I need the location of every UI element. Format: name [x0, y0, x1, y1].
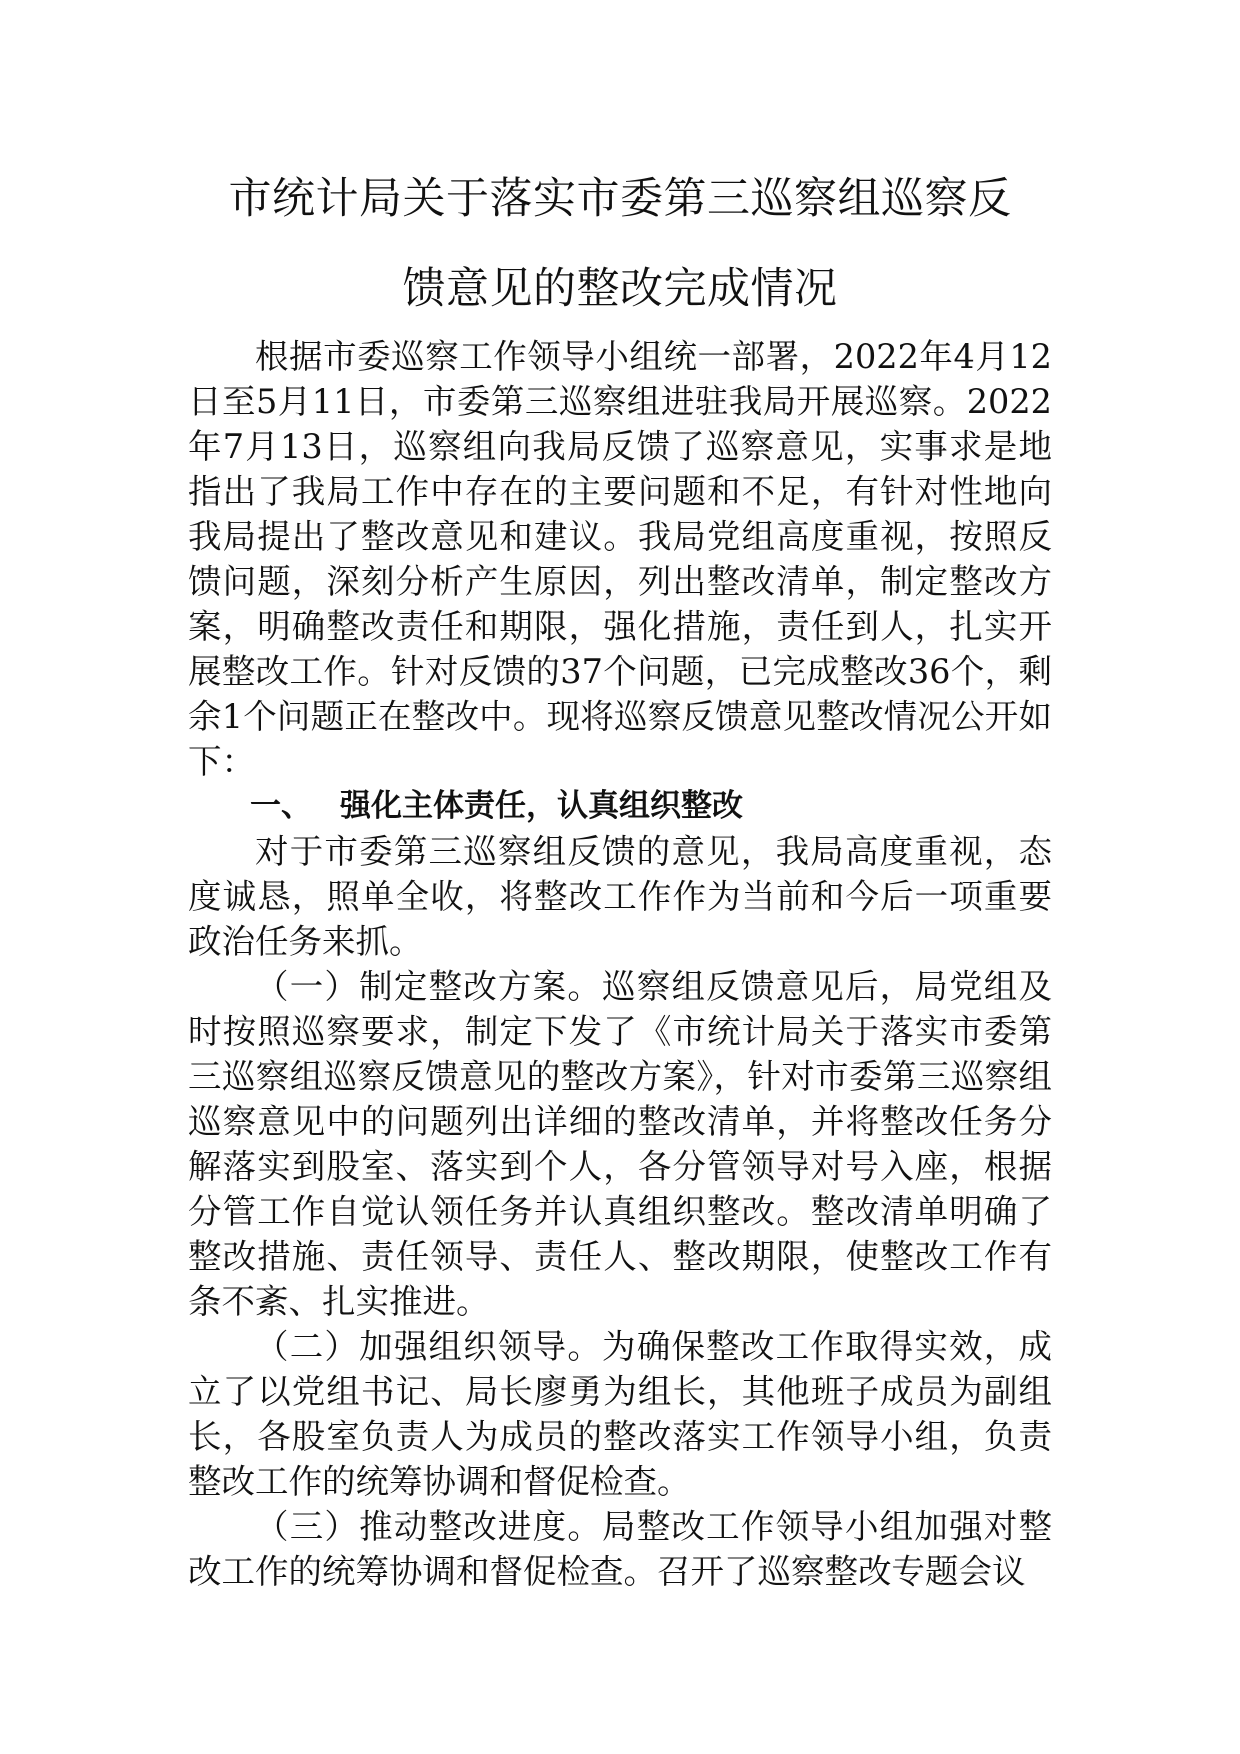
section-intro-paragraph: 对于市委第三巡察组反馈的意见，我局高度重视，态度诚恳，照单全收，将整改工作作为当前和今后一项重要政治任务来抓。 [188, 832, 1052, 961]
section-heading-1 [188, 784, 1052, 829]
document-title-line-1: 市统计局关于落实市委第三巡察组巡察反 [228, 174, 1012, 224]
section-title: 强化主体责任，认真组织整改 [340, 788, 743, 824]
document-body [188, 334, 1052, 1594]
item-1-paragraph: （一）制定整改方案。巡察组反馈意见后，局党组及时按照巡察要求，制定下发了《市统计局关于落实市委第三巡察组巡察反馈意见的整改方案》，针对市委第三巡察组巡察意见中的问题列出详细的整改清单，并将整改任务分解落实到股室、落实到个人，各分管领导对号入座，根据分管工作自觉认领任务并认真组织整改。整改清单明确了整改措施、责任领导、责任人、整改期限，使整改工作有条不紊、扎实推进。 [188, 967, 1052, 1321]
document-title-line-2: 馈意见的整改完成情况 [402, 264, 838, 314]
item-2-paragraph: （二）加强组织领导。为确保整改工作取得实效，成立了以党组书记、局长廖勇为组长，其他班子成员为副组长，各股室负责人为成员的整改落实工作领导小组，负责整改工作的统筹协调和督促检查。 [188, 1327, 1052, 1501]
item-3-paragraph: （三）推动整改进度。局整改工作领导小组加强对整改工作的统筹协调和督促检查。召开了巡察整改专题会议 [188, 1507, 1052, 1591]
intro-paragraph: 根据市委巡察工作领导小组统一部署，2022年4月12日至5月11日，市委第三巡察组进驻我局开展巡察。2022年7月13日，巡察组向我局反馈了巡察意见，实事求是地指出了我局工作中存在的主要问题和不足，有针对性地向我局提出了整改意见和建议。我局党组高度重视，按照反馈问题，深刻分析产生原因，列出整改清单，制定整改方案，明确整改责任和期限，强化措施，责任到人，扎实开展整改工作。针对反馈的37个问题，已完成整改36个，剩余1个问题正在整改中。现将巡察反馈意见整改情况公开如下： [188, 337, 1052, 781]
section-number: 一、 [250, 788, 312, 824]
